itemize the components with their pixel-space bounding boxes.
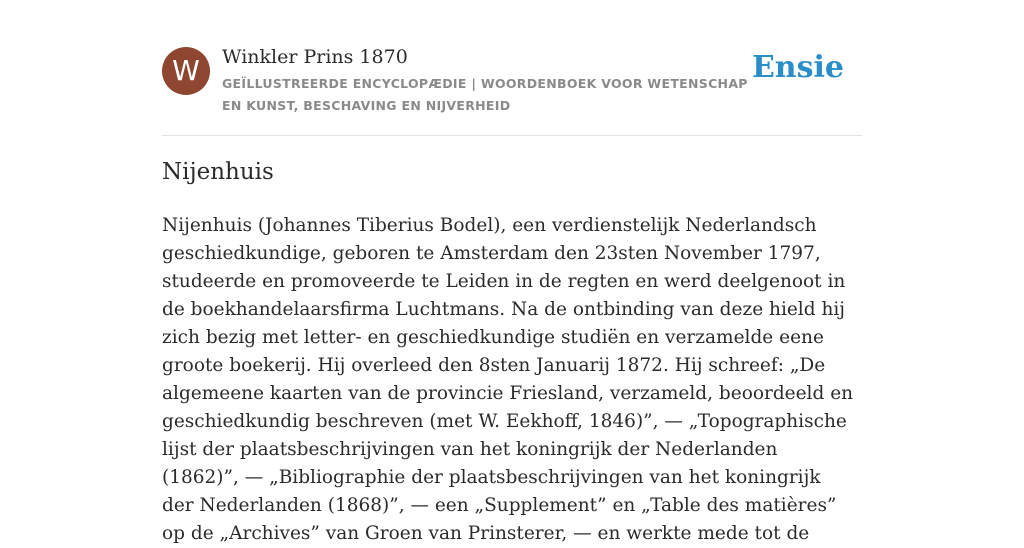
site-title-link[interactable]: Winkler Prins 1870 bbox=[222, 46, 408, 68]
ensie-logo-link[interactable]: Ensie bbox=[751, 50, 844, 85]
avatar[interactable]: W bbox=[162, 47, 210, 95]
site-header bbox=[162, 44, 862, 116]
entry-title: Nijenhuis bbox=[162, 159, 274, 185]
site-subtitle: GEÏLLUSTREERDE ENCYCLOPÆDIE | WOORDENBOEK VOOR WETENSCHAP EN KUNST, BESCHAVING EN NIJVERHEID bbox=[222, 76, 748, 113]
entry-body: Nijenhuis (Johannes Tiberius Bodel), een verdienstelijk Nederlandsch geschiedkundige, geboren te Amsterdam den 23sten November 1797, studeerde en promoveerde te Leiden in de regten en werd deelgenoot in de boekhandelaarsfirma Luchtmans. Na de ontbinding van deze hield hij zich bezig met letter- en geschiedkundige studiën en verzamelde eene groote boekerij. Hij overleed den 8sten Januarij 1872. Hij schreef: „De algemeene kaarten van de provincie Friesland, verzameld, beoordeeld en geschiedkundig beschreven (met W. Eekhoff, 1846)”, — „Topographische lijst der plaatsbeschrijvingen van het koningrijk der Nederlanden (1862)”, — „Bibliographie der plaatsbeschrijvingen van het koningrijk der Nederlanden (1868)”, — een „Supplement” en „Table des matières” op de „Archives” van Groen van Prinsterer, — en werkte mede tot de bbox=[162, 215, 854, 544]
header-divider bbox=[162, 135, 862, 136]
